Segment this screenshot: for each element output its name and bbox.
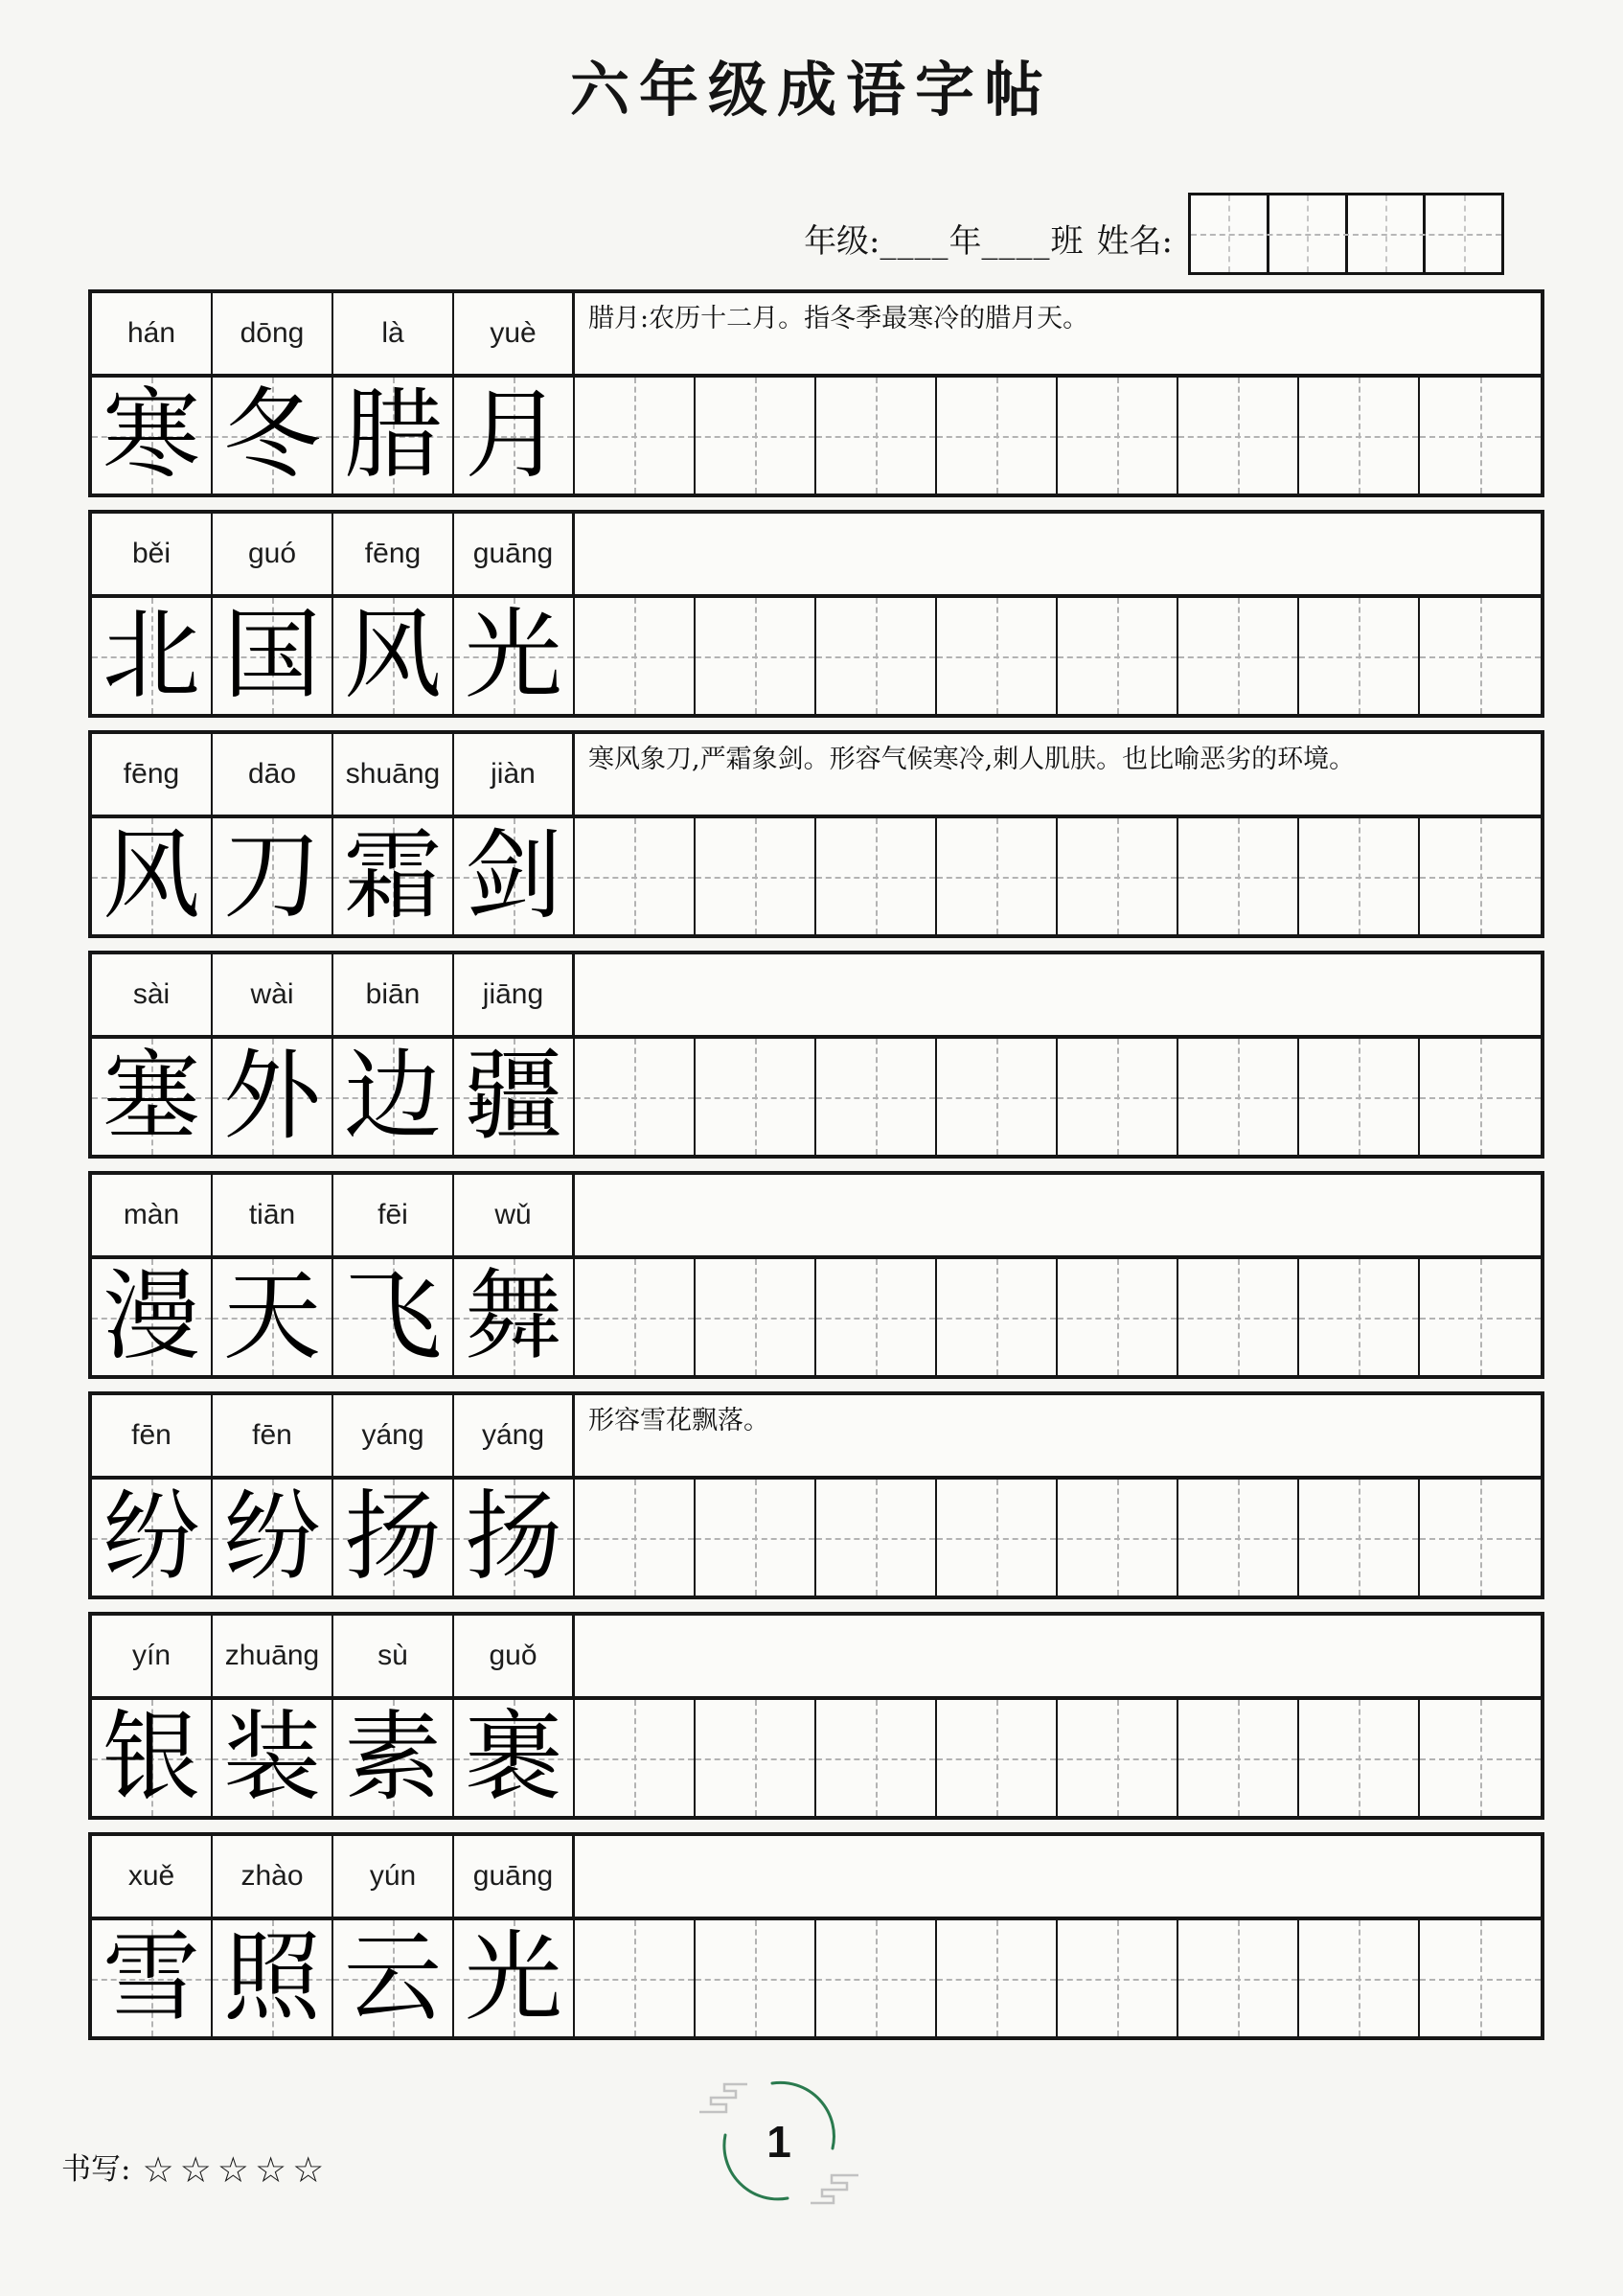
class-blank[interactable]: ____ [981, 222, 1051, 261]
practice-cell[interactable] [937, 1039, 1058, 1155]
page-number: 1 [766, 2117, 791, 2167]
character-row [92, 1039, 1541, 1155]
model-character: 腊 [344, 378, 442, 493]
model-character: 漫 [103, 1259, 200, 1374]
model-character-cell [454, 1920, 575, 2036]
model-character: 光 [465, 1920, 562, 2035]
model-character: 舞 [465, 1259, 562, 1374]
model-character-cell [333, 1039, 454, 1155]
pinyin-cell: màn [92, 1175, 213, 1255]
practice-cell[interactable] [575, 818, 696, 934]
model-character: 纷 [103, 1480, 200, 1595]
pinyin-cell: sù [333, 1616, 454, 1696]
pinyin-cell: xuě [92, 1836, 213, 1917]
practice-cell[interactable] [1178, 818, 1299, 934]
idiom-block [88, 951, 1544, 1159]
pinyin-cell: yáng [454, 1395, 575, 1476]
practice-cell[interactable] [1420, 1259, 1541, 1375]
pinyin-cell: fēng [333, 514, 454, 594]
idiom-blocks [88, 289, 1544, 2053]
pinyin-cell: yín [92, 1616, 213, 1696]
practice-cell[interactable] [816, 1259, 937, 1375]
practice-cell[interactable] [696, 378, 816, 494]
pinyin-cell: fēn [92, 1395, 213, 1476]
class-label: 班 [1050, 222, 1084, 261]
practice-cell[interactable] [816, 1920, 937, 2036]
practice-cell[interactable] [1058, 1259, 1178, 1375]
practice-cell[interactable] [696, 1920, 816, 2036]
definition-text [575, 1836, 1541, 1917]
rating-stars[interactable]: ☆☆☆☆☆ [142, 2149, 331, 2191]
character-row [92, 1259, 1541, 1375]
practice-cell[interactable] [816, 1700, 937, 1816]
model-character-cell [92, 598, 213, 714]
practice-cell[interactable] [937, 1700, 1058, 1816]
name-grid-cell[interactable] [1269, 195, 1348, 272]
writing-rating-line [61, 2145, 330, 2191]
model-character: 风 [103, 818, 200, 933]
pinyin-cell: fēi [333, 1175, 454, 1255]
name-label: 姓名: [1096, 222, 1173, 261]
practice-cell[interactable] [696, 1480, 816, 1596]
model-character-cell [213, 1920, 333, 2036]
practice-cell[interactable] [1420, 1700, 1541, 1816]
year-label: 年 [949, 222, 982, 261]
practice-cell[interactable] [1420, 1920, 1541, 2036]
model-character-cell [92, 1480, 213, 1596]
model-character-cell [92, 1920, 213, 2036]
grade-label: 年级: [804, 222, 880, 261]
practice-cell[interactable] [1178, 378, 1299, 494]
model-character-cell [333, 818, 454, 934]
practice-cell[interactable] [575, 1259, 696, 1375]
model-character-cell [213, 1480, 333, 1596]
header-line [804, 215, 1173, 262]
practice-cell[interactable] [696, 598, 816, 714]
idiom-block [88, 289, 1544, 497]
idiom-block [88, 1832, 1544, 2040]
model-character: 飞 [344, 1259, 442, 1374]
model-character-cell [333, 598, 454, 714]
model-character: 疆 [465, 1039, 562, 1154]
practice-cell[interactable] [1178, 1480, 1299, 1596]
name-grid-cell[interactable] [1191, 195, 1269, 272]
definition-text: 形容雪花飘落。 [588, 1406, 769, 1435]
name-grid-cell[interactable] [1348, 195, 1427, 272]
model-character-cell [333, 1259, 454, 1375]
practice-cell[interactable] [1058, 1480, 1178, 1596]
practice-cell[interactable] [575, 378, 696, 494]
definition-text [575, 514, 1541, 594]
practice-cell[interactable] [1420, 378, 1541, 494]
character-row [92, 378, 1541, 494]
model-character-cell [454, 1480, 575, 1596]
model-character: 外 [223, 1039, 321, 1154]
model-character: 银 [103, 1700, 200, 1815]
pinyin-cell: fēn [213, 1395, 333, 1476]
practice-cell[interactable] [937, 598, 1058, 714]
pinyin-row [92, 1616, 1541, 1700]
model-character: 装 [223, 1700, 321, 1815]
model-character: 裹 [465, 1700, 562, 1815]
pinyin-cell: biān [333, 954, 454, 1035]
practice-cell[interactable] [696, 1039, 816, 1155]
model-character-cell [213, 1259, 333, 1375]
definition-text [575, 954, 1541, 1035]
pinyin-cell: zhào [213, 1836, 333, 1917]
pinyin-cell: běi [92, 514, 213, 594]
pinyin-row [92, 1836, 1541, 1920]
practice-cell[interactable] [1299, 598, 1420, 714]
model-character-cell [213, 1700, 333, 1816]
pinyin-cell: là [333, 293, 454, 374]
model-character-cell [454, 818, 575, 934]
practice-cell[interactable] [937, 818, 1058, 934]
practice-cell[interactable] [1058, 1039, 1178, 1155]
pinyin-row [92, 954, 1541, 1039]
practice-cell[interactable] [1058, 378, 1178, 494]
model-character-cell [454, 378, 575, 494]
model-character-cell [213, 378, 333, 494]
practice-cell[interactable] [1058, 1700, 1178, 1816]
practice-cell[interactable] [1058, 818, 1178, 934]
model-character: 云 [344, 1920, 442, 2035]
pinyin-cell: guó [213, 514, 333, 594]
practice-cell[interactable] [1058, 1920, 1178, 2036]
model-character-cell [92, 1039, 213, 1155]
pinyin-cell: jiàn [454, 734, 575, 815]
model-character-cell [454, 598, 575, 714]
model-character-cell [213, 818, 333, 934]
practice-cell[interactable] [1178, 1920, 1299, 2036]
name-grid [1188, 193, 1504, 275]
practice-cell[interactable] [937, 1259, 1058, 1375]
model-character: 国 [223, 598, 321, 713]
model-character: 风 [344, 598, 442, 713]
pinyin-cell: tiān [213, 1175, 333, 1255]
model-character-cell [333, 1700, 454, 1816]
model-character: 纷 [223, 1480, 321, 1595]
practice-cell[interactable] [1058, 598, 1178, 714]
model-character: 扬 [465, 1480, 562, 1595]
practice-cell[interactable] [575, 1700, 696, 1816]
practice-cell[interactable] [1299, 1700, 1420, 1816]
model-character: 塞 [103, 1039, 200, 1154]
pinyin-row [92, 1175, 1541, 1259]
practice-cell[interactable] [575, 1039, 696, 1155]
model-character-cell [92, 378, 213, 494]
model-character-cell [92, 1700, 213, 1816]
model-character: 雪 [103, 1920, 200, 2035]
model-character-cell [213, 1039, 333, 1155]
model-character-cell [92, 1259, 213, 1375]
practice-cell[interactable] [937, 1920, 1058, 2036]
practice-cell[interactable] [696, 1259, 816, 1375]
practice-cell[interactable] [1299, 1039, 1420, 1155]
pinyin-cell: wǔ [454, 1175, 575, 1255]
model-character: 霜 [344, 818, 442, 933]
model-character: 扬 [344, 1480, 442, 1595]
character-row [92, 598, 1541, 714]
pinyin-row [92, 514, 1541, 598]
character-row [92, 1920, 1541, 2036]
model-character: 素 [344, 1700, 442, 1815]
pinyin-cell: wài [213, 954, 333, 1035]
model-character: 剑 [465, 818, 562, 933]
definition-text: 寒风象刀,严霜象剑。形容气候寒冷,刺人肌肤。也比喻恶劣的环境。 [588, 745, 1356, 774]
practice-cell[interactable] [816, 1039, 937, 1155]
practice-cell[interactable] [575, 1920, 696, 2036]
practice-cell[interactable] [575, 598, 696, 714]
pinyin-cell: guāng [454, 514, 575, 594]
definition-text [575, 1616, 1541, 1696]
definition-text [575, 1175, 1541, 1255]
pinyin-cell: yún [333, 1836, 454, 1917]
practice-cell[interactable] [1178, 1039, 1299, 1155]
practice-cell[interactable] [1299, 818, 1420, 934]
writing-label: 书写: [61, 2152, 131, 2187]
practice-cell[interactable] [937, 378, 1058, 494]
character-row [92, 818, 1541, 934]
name-grid-cell[interactable] [1426, 195, 1501, 272]
pinyin-cell: jiāng [454, 954, 575, 1035]
page-title: 六年级成语字帖 [569, 55, 1053, 125]
practice-cell[interactable] [696, 1700, 816, 1816]
model-character: 寒 [103, 378, 200, 493]
page-number-ornament [697, 2053, 860, 2235]
practice-cell[interactable] [1420, 598, 1541, 714]
pinyin-row [92, 734, 1541, 818]
model-character-cell [454, 1700, 575, 1816]
character-row [92, 1700, 1541, 1816]
practice-cell[interactable] [1299, 1920, 1420, 2036]
practice-cell[interactable] [816, 818, 937, 934]
pinyin-cell: guāng [454, 1836, 575, 1917]
pinyin-row [92, 293, 1541, 378]
pinyin-cell: dōng [213, 293, 333, 374]
practice-cell[interactable] [1420, 1480, 1541, 1596]
practice-cell[interactable] [816, 378, 937, 494]
model-character-cell [213, 598, 333, 714]
practice-cell[interactable] [816, 1480, 937, 1596]
idiom-block [88, 1612, 1544, 1820]
practice-cell[interactable] [575, 1480, 696, 1596]
model-character: 月 [465, 378, 562, 493]
pinyin-cell: fēng [92, 734, 213, 815]
pinyin-cell: dāo [213, 734, 333, 815]
model-character: 天 [223, 1259, 321, 1374]
practice-cell[interactable] [1420, 818, 1541, 934]
model-character-cell [333, 378, 454, 494]
idiom-block [88, 1391, 1544, 1599]
model-character: 照 [223, 1920, 321, 2035]
model-character-cell [333, 1480, 454, 1596]
pinyin-cell: hán [92, 293, 213, 374]
practice-cell[interactable] [1178, 1700, 1299, 1816]
model-character: 刀 [223, 818, 321, 933]
pinyin-cell: shuāng [333, 734, 454, 815]
model-character-cell [454, 1259, 575, 1375]
practice-cell[interactable] [696, 818, 816, 934]
pinyin-cell: yuè [454, 293, 575, 374]
definition-text: 腊月:农历十二月。指冬季最寒冷的腊月天。 [588, 304, 1089, 333]
character-row [92, 1480, 1541, 1596]
practice-cell[interactable] [1299, 378, 1420, 494]
grade-blank[interactable]: ____ [880, 222, 949, 261]
model-character-cell [92, 818, 213, 934]
practice-cell[interactable] [1299, 1259, 1420, 1375]
model-character-cell [333, 1920, 454, 2036]
idiom-block [88, 510, 1544, 718]
pinyin-cell: zhuāng [213, 1616, 333, 1696]
practice-cell[interactable] [937, 1480, 1058, 1596]
pinyin-cell: yáng [333, 1395, 454, 1476]
pinyin-row [92, 1395, 1541, 1480]
idiom-block [88, 730, 1544, 938]
model-character-cell [454, 1039, 575, 1155]
idiom-block [88, 1171, 1544, 1379]
practice-cell[interactable] [1420, 1039, 1541, 1155]
model-character: 边 [344, 1039, 442, 1154]
practice-cell[interactable] [1299, 1480, 1420, 1596]
practice-cell[interactable] [1178, 1259, 1299, 1375]
model-character: 北 [103, 598, 200, 713]
model-character: 光 [465, 598, 562, 713]
practice-cell[interactable] [816, 598, 937, 714]
model-character: 冬 [223, 378, 321, 493]
pinyin-cell: sài [92, 954, 213, 1035]
pinyin-cell: guǒ [454, 1616, 575, 1696]
practice-cell[interactable] [1178, 598, 1299, 714]
